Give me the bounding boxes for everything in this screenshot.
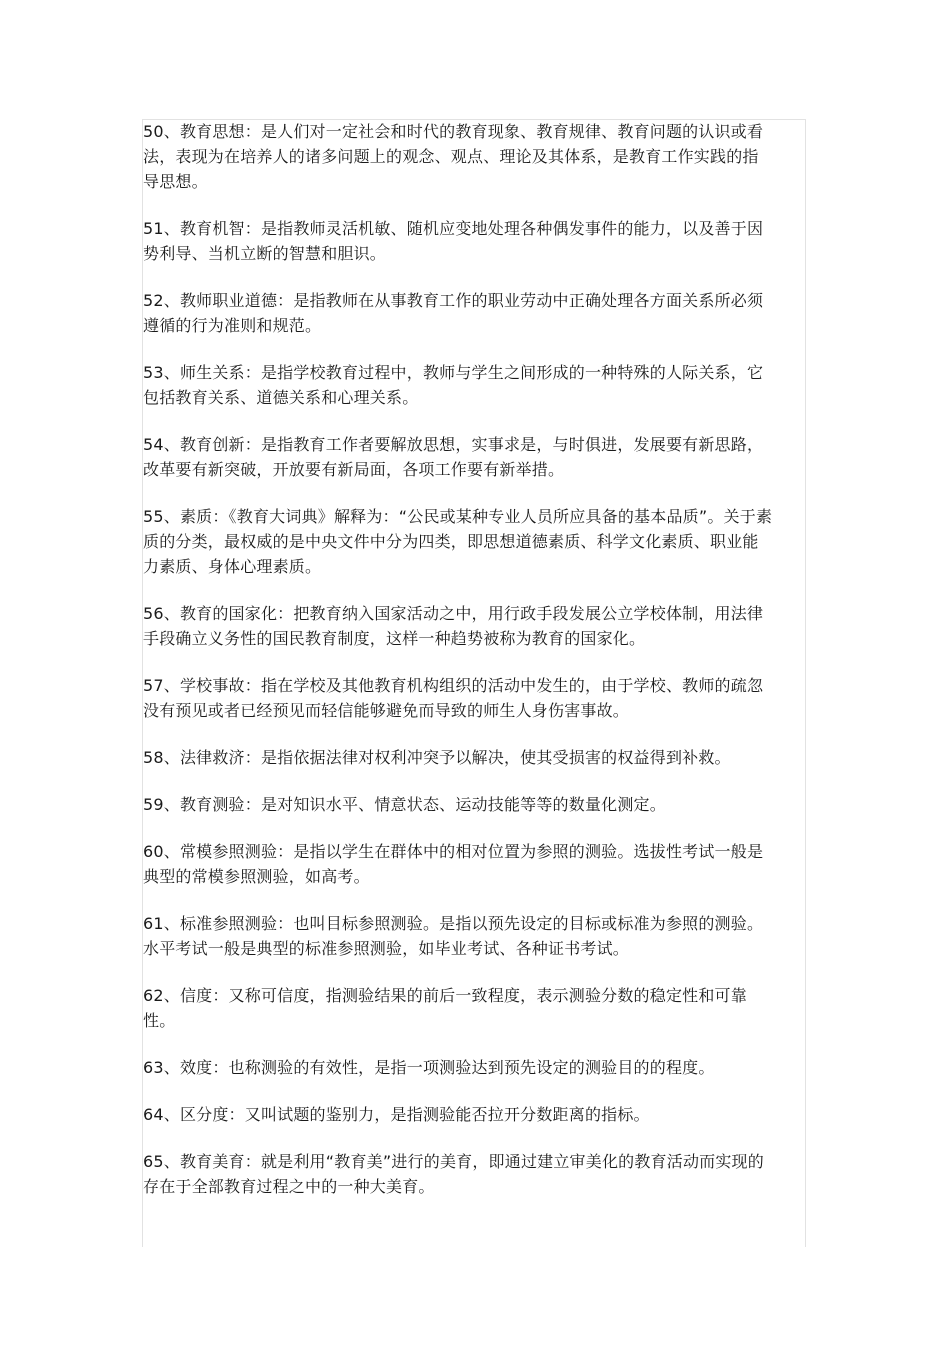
term-entry-63: 63、效度：也称测验的有效性，是指一项测验达到预先设定的测验目的的程度。 [143, 1058, 715, 1077]
document-body [143, 119, 773, 1221]
term-entry-65: 65、教育美育：就是利用“教育美”进行的美育，即通过建立审美化的教育活动而实现的存在于全部教育过程之中的一种大美育。 [143, 1152, 764, 1196]
term-entry-51: 51、教育机智：是指教师灵活机敏、随机应变地处理各种偶发事件的能力，以及善于因势利导、当机立断的智慧和胆识。 [143, 219, 764, 263]
term-entry-55: 55、素质：《教育大词典》解释为：“公民或某种专业人员所应具备的基本品质”。关于素质的分类，最权威的是中央文件中分为四类，即思想道德素质、科学文化素质、职业能力素质、身体心理素质。 [143, 507, 773, 576]
term-entry-60: 60、常模参照测验：是指以学生在群体中的相对位置为参照的测验。选拔性考试一般是典型的常模参照测验，如高考。 [143, 842, 764, 886]
term-entry-54: 54、教育创新：是指教育工作者要解放思想，实事求是，与时俱进，发展要有新思路，改革要有新突破，开放要有新局面，各项工作要有新举措。 [143, 435, 764, 479]
term-entry-56: 56、教育的国家化：把教育纳入国家活动之中，用行政手段发展公立学校体制，用法律手段确立义务性的国民教育制度，这样一种趋势被称为教育的国家化。 [143, 604, 764, 648]
term-entry-53: 53、师生关系：是指学校教育过程中，教师与学生之间形成的一种特殊的人际关系，它包括教育关系、道德关系和心理关系。 [143, 363, 764, 407]
term-entry-50: 50、教育思想：是人们对一定社会和时代的教育现象、教育规律、教育问题的认识或看法，表现为在培养人的诸多问题上的观念、观点、理论及其体系，是教育工作实践的指导思想。 [143, 122, 764, 191]
term-entry-59: 59、教育测验：是对知识水平、情意状态、运动技能等等的数量化测定。 [143, 795, 666, 814]
term-entry-61: 61、标准参照测验：也叫目标参照测验。是指以预先设定的目标或标准为参照的测验。水平考试一般是典型的标准参照测验，如毕业考试、各种证书考试。 [143, 914, 764, 958]
term-entry-57: 57、学校事故：指在学校及其他教育机构组织的活动中发生的，由于学校、教师的疏忽没有预见或者已经预见而轻信能够避免而导致的师生人身伤害事故。 [143, 676, 764, 720]
term-entry-52: 52、教师职业道德：是指教师在从事教育工作的职业劳动中正确处理各方面关系所必须遵循的行为准则和规范。 [143, 291, 764, 335]
term-entry-62: 62、信度：又称可信度，指测验结果的前后一致程度，表示测验分数的稳定性和可靠性。 [143, 986, 747, 1030]
term-entry-58: 58、法律救济：是指依据法律对权利冲突予以解决，使其受损害的权益得到补救。 [143, 748, 731, 767]
term-entry-64: 64、区分度：又叫试题的鉴别力，是指测验能否拉开分数距离的指标。 [143, 1105, 650, 1124]
